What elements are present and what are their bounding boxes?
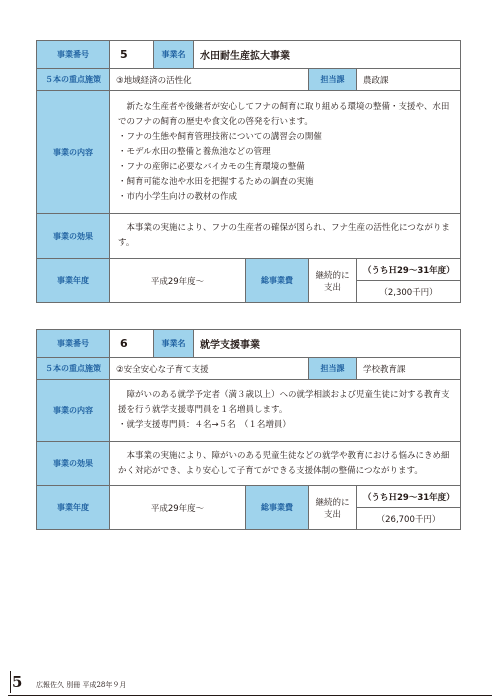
label-content: 事業の内容 <box>37 380 110 442</box>
effect-block <box>110 442 461 486</box>
budget-value: （2,300千円） <box>357 281 461 303</box>
content-block <box>110 380 461 442</box>
budget-period: （うちＨ29〜31年度） <box>357 259 461 281</box>
project-table-5 <box>36 40 461 303</box>
project-number: 6 <box>110 330 154 358</box>
project-number: 5 <box>110 41 154 69</box>
publication-info: 広報佐久 別冊 平成28年９月 <box>36 681 127 689</box>
priority-value: ③地域経済の活性化 <box>110 69 309 91</box>
label-cost: 総事業費 <box>246 486 309 530</box>
content-block <box>110 91 461 214</box>
content-intro: 新たな生産者や後継者が安心してフナの飼育に取り組める環境の整備・支援や、水田でのフナの飼育の歴史や食文化の啓発を行います。 <box>118 101 450 127</box>
footer-divider <box>10 671 11 693</box>
effect-text: 本事業の実施により、障がいのある児童生徒などの就学や教育における悩みにきめ細かく対応ができ、より安心して子育てができる支援体制の整備につながります。 <box>118 450 450 476</box>
priority-value: ②安全安心な子育て支援 <box>110 358 309 380</box>
label-content: 事業の内容 <box>37 91 110 214</box>
budget-value: （26,700千円） <box>357 508 461 530</box>
department-value: 農政課 <box>357 69 461 91</box>
label-project-name: 事業名 <box>154 330 194 358</box>
year-value: 平成29年度〜 <box>110 486 246 530</box>
project-name: 水田耐生産拡大事業 <box>194 41 461 69</box>
label-priority: ５本の重点施策 <box>37 69 110 91</box>
budget-period: （うちＨ29〜31年度） <box>357 486 461 508</box>
effect-text: 本事業の実施により、フナの生産者の確保が図られ、フナ生産の活性化につながります。 <box>118 223 450 248</box>
content-intro: 障がいのある就学予定者（満３歳以上）への就学相談および児童生徒に対する教育支援を行う就学支援専門員を１名増員します。 <box>118 390 450 415</box>
footer-rule <box>8 695 492 696</box>
label-effect: 事業の効果 <box>37 442 110 486</box>
content-item: ・フナの生態や飼育管理技術についての講習会の開催 <box>118 131 322 142</box>
label-year: 事業年度 <box>37 486 110 530</box>
content-item: ・飼育可能な池や水田を把握するための調査の実施 <box>118 176 314 187</box>
label-project-number: 事業番号 <box>37 330 110 358</box>
label-department: 担当課 <box>309 358 357 380</box>
label-project-number: 事業番号 <box>37 41 110 69</box>
label-department: 担当課 <box>309 69 357 91</box>
content-item: ・モデル水田の整備と養魚池などの管理 <box>118 146 271 157</box>
label-project-name: 事業名 <box>154 41 194 69</box>
department-value: 学校教育課 <box>357 358 461 380</box>
project-name: 就学支援事業 <box>194 330 461 358</box>
content-item: ・市内小学生向けの教材の作成 <box>118 191 238 202</box>
year-value: 平成29年度〜 <box>110 259 246 303</box>
label-year: 事業年度 <box>37 259 110 303</box>
cost-value: 継続的に支出 <box>309 486 357 530</box>
label-effect: 事業の効果 <box>37 214 110 259</box>
effect-block <box>110 214 461 259</box>
label-cost: 総事業費 <box>246 259 309 303</box>
page-number: 5 <box>12 673 23 691</box>
content-item: ・就学支援専門員：４名→５名 （１名増員） <box>118 420 291 430</box>
project-table-6 <box>36 329 461 530</box>
content-item: ・フナの産卵に必要なバイカモの生育環境の整備 <box>118 161 305 172</box>
cost-value: 継続的に支出 <box>309 259 357 303</box>
label-priority: ５本の重点施策 <box>37 358 110 380</box>
